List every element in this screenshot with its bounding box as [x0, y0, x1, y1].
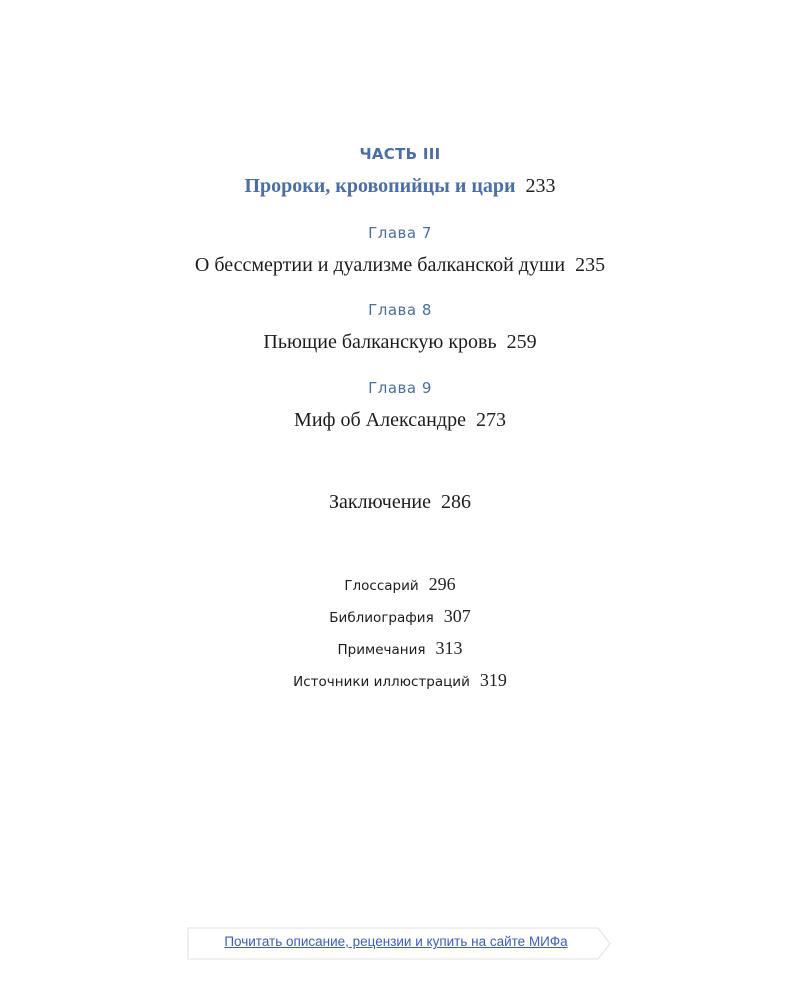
illustration-sources-page-number: 319 [479, 670, 507, 690]
bibliography-title[interactable]: Библиография [329, 610, 434, 626]
part-page-number: 233 [525, 175, 556, 197]
chapter-label [0, 301, 800, 319]
appendix-entry[interactable] [0, 638, 800, 659]
chapter-7-title[interactable]: О бессмертии и дуализме балканской души [194, 254, 566, 276]
chapter-label [0, 379, 800, 397]
publisher-link-banner[interactable] [186, 927, 612, 960]
chapter-8-page-number: 259 [506, 331, 537, 353]
chapter-9-label: Глава 9 [368, 379, 432, 397]
conclusion-title[interactable]: Заключение [329, 491, 431, 513]
notes-title[interactable]: Примечания [337, 642, 426, 658]
chapter-8-label: Глава 8 [368, 301, 432, 319]
part-title[interactable]: Пророки, кровопийцы и цари [244, 175, 516, 197]
part-label-text: ЧАСТЬ III [359, 145, 441, 163]
chapter-9-page-number: 273 [475, 409, 506, 431]
chapter-label [0, 224, 800, 242]
glossary-title[interactable]: Глоссарий [344, 578, 419, 594]
conclusion-page-number: 286 [441, 491, 471, 513]
chapter-7-label: Глава 7 [368, 224, 432, 242]
part-label [0, 145, 800, 163]
part-entry[interactable] [0, 175, 800, 198]
appendix-entry[interactable] [0, 574, 800, 595]
notes-page-number: 313 [435, 638, 463, 658]
appendix-entry[interactable] [0, 670, 800, 691]
conclusion-entry[interactable] [0, 491, 800, 514]
chapter-7-page-number: 235 [575, 254, 606, 276]
chapter-9-title[interactable]: Миф об Александре [294, 409, 466, 431]
glossary-page-number: 296 [428, 574, 456, 594]
chapter-entry[interactable] [0, 254, 800, 277]
appendix-entry[interactable] [0, 606, 800, 627]
chapter-8-title[interactable]: Пьющие балканскую кровь [263, 331, 497, 353]
publisher-link[interactable]: Почитать описание, рецензии и купить на сайте МИФа [224, 934, 568, 949]
chapter-entry[interactable] [0, 409, 800, 432]
bibliography-page-number: 307 [443, 606, 471, 626]
illustration-sources-title[interactable]: Источники иллюстраций [293, 674, 470, 690]
chapter-entry[interactable] [0, 331, 800, 354]
